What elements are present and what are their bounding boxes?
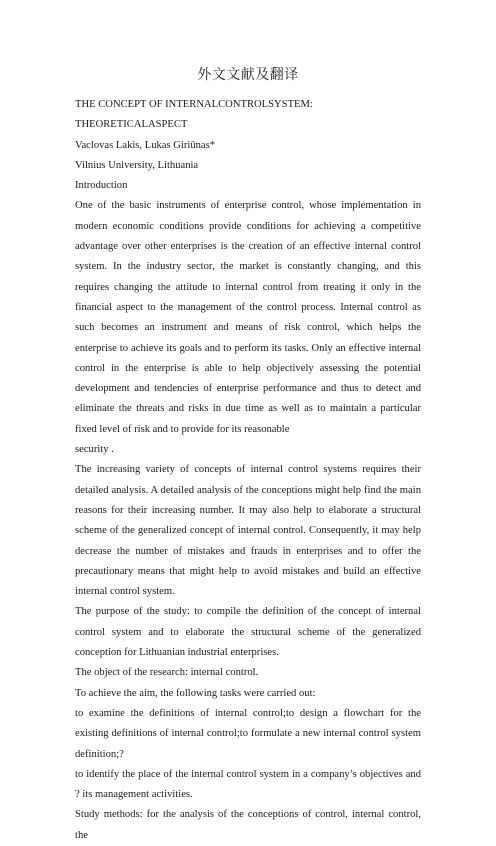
paragraph: The purpose of the study: to compile the definition of the concept of internal control system and to elaborate the structural scheme of the generalized conception for Lithuanian industrial enterprises.	[75, 606, 421, 659]
paragraph: The object of the research: internal control.	[75, 667, 259, 679]
article-authors: Vaclovas Lakis, Lukas Giriūnas*	[75, 139, 216, 151]
paragraph: to identify the place of the internal control system in a company’s objectives and ? its management activities.	[75, 768, 421, 801]
paragraph: to examine the definitions of internal control;to design a flowchart for the existing definitions of internal control;to formulate a new internal control system definition;?	[75, 707, 421, 760]
document-body	[75, 95, 421, 846]
paragraph: To achieve the aim, the following tasks were carried out:	[75, 687, 316, 699]
section-heading: Introduction	[75, 180, 128, 192]
paragraph: security .	[75, 444, 114, 456]
article-heading-line1: THE CONCEPT OF INTERNALCONTROLSYSTEM:	[75, 99, 313, 110]
paragraph: One of the basic instruments of enterprise control, whose implementation in modern economic conditions provide conditions for achieving a competitive advantage over other enterprises is the creation of an effective internal control system. In the industry sector, the market is constantly changing, and this requires changing the attitude to internal control from treating it only in the financial aspect to the management of the control process. Internal control as such becomes an instrument and means of risk control, which helps the enterprise to achieve its goals and to perform its tasks. Only an effective internal control in the enterprise is able to help objectively assessing the potential development and tendencies of enterprise performance and thus to detect and eliminate the threats and risks in due time as well as to maintain a particular fixed level of risk and to provide for its reasonable	[75, 200, 421, 435]
paragraph: The increasing variety of concepts of internal control systems requires their detailed analysis. A detailed analysis of the conceptions might help find the main reasons for their increasing number. It may also help to elaborate a structural scheme of the generalized concept of internal control. Consequently, it may help decrease the number of mistakes and frauds in enterprises and to offer the precautionary means that might help to avoid mistakes and build an effective internal control system.	[75, 464, 421, 598]
paragraph: Study methods: for the analysis of the conceptions of control, internal control, the	[75, 809, 421, 841]
article-heading-line2: THEORETICALASPECT	[75, 119, 188, 131]
article-affiliation: Vilnius University, Lithuania	[75, 159, 199, 171]
page-title: 外文文献及翻译	[197, 67, 299, 83]
